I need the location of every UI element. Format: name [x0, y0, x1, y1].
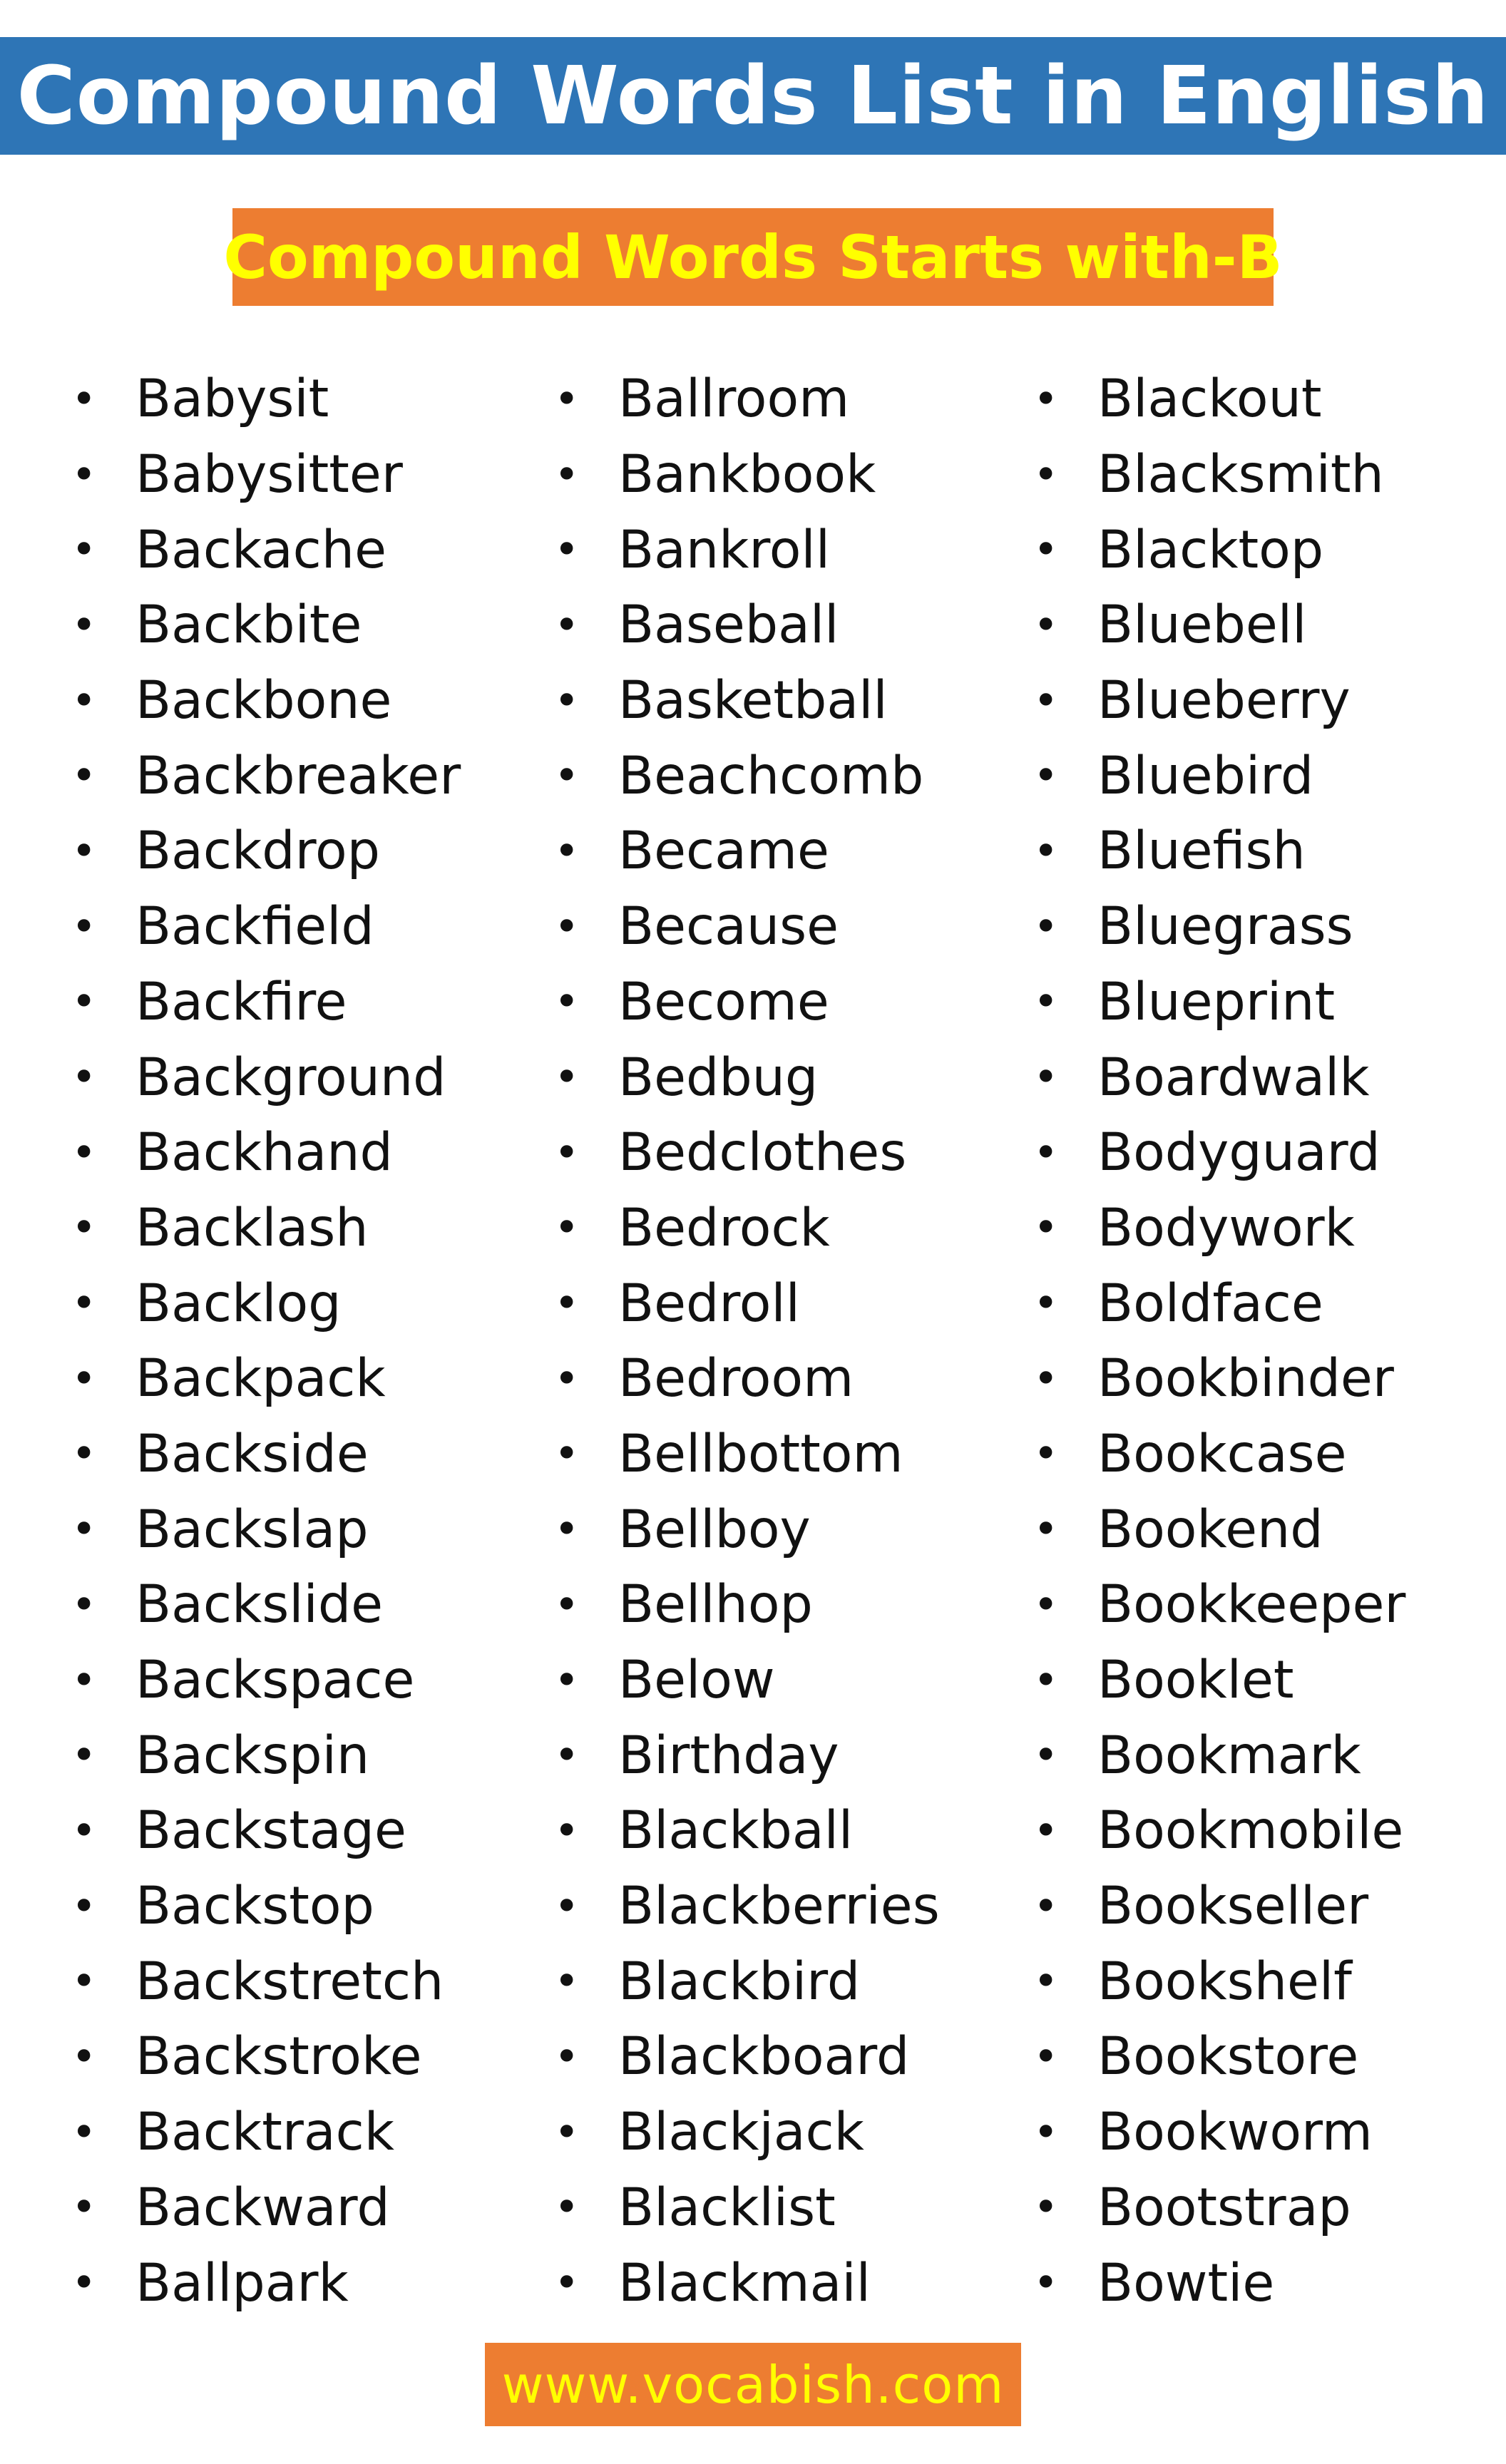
bullet-icon: •: [71, 1127, 97, 1178]
list-item: [554, 738, 940, 813]
bullet-icon: •: [1033, 374, 1059, 424]
bullet-icon: •: [71, 1655, 97, 1705]
word-text: Backlash: [135, 1197, 369, 1258]
page-title: Compound Words List in English: [16, 49, 1490, 143]
bullet-icon: •: [71, 1881, 97, 1931]
bullet-icon: •: [1033, 1579, 1059, 1630]
word-text: Basketball: [618, 670, 888, 732]
word-text: Backspace: [135, 1650, 415, 1711]
word-text: Bowtie: [1097, 2252, 1275, 2314]
word-text: Bootstrap: [1097, 2177, 1351, 2238]
bullet-icon: •: [1033, 675, 1059, 726]
bullet-icon: •: [1033, 901, 1059, 952]
bullet-icon: •: [1033, 1805, 1059, 1856]
word-text: Because: [618, 896, 839, 958]
word-text: Backslap: [135, 1499, 369, 1560]
list-item: [1033, 1643, 1405, 1718]
bullet-icon: •: [71, 449, 97, 500]
list-item: [71, 1944, 461, 2019]
word-text: Become: [618, 971, 829, 1032]
list-item: [71, 663, 461, 739]
list-item: [71, 1341, 461, 1417]
word-text: Bellhop: [618, 1574, 813, 1636]
bullet-icon: •: [554, 1052, 580, 1103]
title-banner: [0, 37, 1506, 155]
word-text: Bookkeeper: [1097, 1574, 1406, 1636]
word-text: Bodyguard: [1097, 1122, 1380, 1184]
word-text: Background: [135, 1047, 446, 1108]
list-item: [1033, 1115, 1405, 1191]
bullet-icon: •: [1033, 1655, 1059, 1705]
list-item: [554, 2170, 940, 2246]
bullet-icon: •: [71, 525, 97, 575]
bullet-icon: •: [71, 977, 97, 1027]
word-text: Bankbook: [618, 444, 876, 505]
word-text: Blackout: [1097, 369, 1322, 430]
list-item: [1033, 2245, 1405, 2321]
word-text: Backfire: [135, 971, 347, 1032]
word-text: Blacktop: [1097, 519, 1324, 580]
word-text: Bedbug: [618, 1047, 819, 1108]
bullet-icon: •: [554, 2031, 580, 2082]
word-text: Bookbinder: [1097, 1348, 1394, 1410]
word-text: Blackbird: [618, 1951, 861, 2012]
bullet-icon: •: [554, 1805, 580, 1856]
word-text: Backbreaker: [135, 745, 461, 806]
bullet-icon: •: [71, 1504, 97, 1555]
bullet-icon: •: [554, 1655, 580, 1705]
list-item: [554, 587, 940, 663]
word-text: Bedrock: [618, 1197, 830, 1258]
list-item: [71, 1492, 461, 1567]
bullet-icon: •: [554, 449, 580, 500]
bullet-icon: •: [71, 2107, 97, 2157]
bullet-icon: •: [71, 1429, 97, 1479]
bullet-icon: •: [1033, 1429, 1059, 1479]
word-text: Bluegrass: [1097, 896, 1353, 958]
bullet-icon: •: [554, 600, 580, 650]
word-text: Bellboy: [618, 1499, 811, 1560]
list-item: [1033, 1266, 1405, 1341]
list-item: [554, 1793, 940, 1869]
word-text: Booklet: [1097, 1650, 1294, 1711]
list-item: [1033, 1341, 1405, 1417]
list-item: [554, 2019, 940, 2095]
list-item: [71, 1191, 461, 1266]
word-text: Blackboard: [618, 2026, 910, 2088]
list-item: [554, 1040, 940, 1115]
word-text: Backfield: [135, 896, 374, 958]
list-item: [71, 1718, 461, 1793]
list-item: [1033, 361, 1405, 437]
bullet-icon: •: [71, 901, 97, 952]
list-item: [71, 1266, 461, 1341]
bullet-icon: •: [554, 1127, 580, 1178]
bullet-icon: •: [1033, 1956, 1059, 2007]
bullet-icon: •: [71, 1353, 97, 1404]
bullet-icon: •: [71, 675, 97, 726]
list-item: [1033, 738, 1405, 813]
list-item: [1033, 663, 1405, 739]
list-item: [1033, 2095, 1405, 2170]
word-text: Blackjack: [618, 2102, 864, 2163]
word-text: Bookshelf: [1097, 1951, 1352, 2012]
bullet-icon: •: [71, 826, 97, 876]
word-text: Ballroom: [618, 369, 850, 430]
website-url[interactable]: www.vocabish.com: [501, 2354, 1005, 2415]
list-item: [554, 1718, 940, 1793]
word-text: Blackberries: [618, 1876, 940, 1937]
list-item: [1033, 2019, 1405, 2095]
bullet-icon: •: [71, 1956, 97, 2007]
word-text: Birthday: [618, 1725, 839, 1786]
bullet-icon: •: [71, 600, 97, 650]
word-text: Blacklist: [618, 2177, 836, 2238]
word-text: Ballpark: [135, 2252, 349, 2314]
list-item: [1033, 437, 1405, 513]
word-text: Bookmark: [1097, 1725, 1361, 1786]
list-item: [1033, 813, 1405, 889]
word-text: Backslide: [135, 1574, 384, 1636]
bullet-icon: •: [1033, 1052, 1059, 1103]
word-text: Babysitter: [135, 444, 403, 505]
bullet-icon: •: [554, 751, 580, 801]
bullet-icon: •: [71, 1052, 97, 1103]
word-text: Backward: [135, 2177, 390, 2238]
website-banner: [485, 2343, 1021, 2426]
bullet-icon: •: [554, 1881, 580, 1931]
bullet-icon: •: [1033, 1730, 1059, 1781]
list-item: [554, 1944, 940, 2019]
word-column-3: [1033, 361, 1405, 2321]
list-item: [1033, 2170, 1405, 2246]
bullet-icon: •: [71, 1203, 97, 1253]
list-item: [554, 1191, 940, 1266]
list-item: [71, 2019, 461, 2095]
bullet-icon: •: [554, 1579, 580, 1630]
bullet-icon: •: [554, 675, 580, 726]
bullet-icon: •: [554, 826, 580, 876]
bullet-icon: •: [1033, 2258, 1059, 2309]
list-item: [71, 1417, 461, 1492]
bullet-icon: •: [554, 2107, 580, 2157]
list-item: [71, 2095, 461, 2170]
bullet-icon: •: [71, 751, 97, 801]
list-item: [554, 1869, 940, 1944]
list-item: [71, 512, 461, 587]
word-text: Backpack: [135, 1348, 386, 1410]
list-item: [554, 1115, 940, 1191]
bullet-icon: •: [71, 2258, 97, 2309]
bullet-icon: •: [71, 374, 97, 424]
word-column-2: [554, 361, 940, 2321]
word-text: Backhand: [135, 1122, 393, 1184]
word-text: Babysit: [135, 369, 329, 430]
bullet-icon: •: [554, 1203, 580, 1253]
list-item: [554, 1417, 940, 1492]
bullet-icon: •: [554, 901, 580, 952]
list-item: [71, 1643, 461, 1718]
list-item: [71, 437, 461, 513]
list-item: [71, 1567, 461, 1643]
word-text: Backdrop: [135, 821, 380, 882]
bullet-icon: •: [554, 2182, 580, 2233]
list-item: [71, 361, 461, 437]
word-text: Bluebell: [1097, 595, 1307, 656]
bullet-icon: •: [71, 1805, 97, 1856]
bullet-icon: •: [1033, 449, 1059, 500]
page-subtitle: Compound Words Starts with-B: [223, 222, 1283, 292]
list-item: [71, 2170, 461, 2246]
list-item: [554, 965, 940, 1040]
word-text: Bodywork: [1097, 1197, 1355, 1258]
word-text: Bookworm: [1097, 2102, 1373, 2163]
word-column-1: [71, 361, 461, 2321]
word-text: Backache: [135, 519, 386, 580]
bullet-icon: •: [554, 1429, 580, 1479]
word-text: Blueberry: [1097, 670, 1351, 732]
bullet-icon: •: [1033, 826, 1059, 876]
word-text: Backstroke: [135, 2026, 422, 2088]
bullet-icon: •: [1033, 2182, 1059, 2233]
bullet-icon: •: [554, 1956, 580, 2007]
list-item: [71, 1793, 461, 1869]
word-text: Bellbottom: [618, 1423, 903, 1484]
list-item: [554, 663, 940, 739]
word-text: Backside: [135, 1423, 369, 1484]
list-item: [71, 587, 461, 663]
word-text: Backbone: [135, 670, 392, 732]
list-item: [1033, 1191, 1405, 1266]
bullet-icon: •: [554, 2258, 580, 2309]
list-item: [1033, 1417, 1405, 1492]
list-item: [1033, 965, 1405, 1040]
list-item: [1033, 1567, 1405, 1643]
list-item: [1033, 1793, 1405, 1869]
list-item: [554, 1643, 940, 1718]
bullet-icon: •: [1033, 977, 1059, 1027]
list-item: [554, 889, 940, 965]
word-text: Bookend: [1097, 1499, 1323, 1560]
word-text: Bluebird: [1097, 745, 1314, 806]
word-text: Backtrack: [135, 2102, 395, 2163]
bullet-icon: •: [71, 2031, 97, 2082]
word-text: Backstop: [135, 1876, 374, 1937]
word-text: Backspin: [135, 1725, 370, 1786]
word-text: Bookseller: [1097, 1876, 1369, 1937]
word-text: Backbite: [135, 595, 362, 656]
word-text: Blackball: [618, 1800, 854, 1862]
word-text: Became: [618, 821, 829, 882]
list-item: [1033, 1944, 1405, 2019]
list-item: [554, 361, 940, 437]
word-text: Bedroll: [618, 1273, 800, 1334]
bullet-icon: •: [71, 1730, 97, 1781]
word-text: Backlog: [135, 1273, 342, 1334]
list-item: [1033, 889, 1405, 965]
bullet-icon: •: [1033, 1353, 1059, 1404]
word-text: Bookstore: [1097, 2026, 1359, 2088]
list-item: [554, 1341, 940, 1417]
list-item: [71, 1115, 461, 1191]
word-text: Blackmail: [618, 2252, 871, 2314]
word-text: Backstage: [135, 1800, 406, 1862]
bullet-icon: •: [554, 1730, 580, 1781]
subtitle-banner: [223, 208, 1283, 306]
word-text: Blueprint: [1097, 971, 1336, 1032]
bullet-icon: •: [1033, 1504, 1059, 1555]
word-text: Bookcase: [1097, 1423, 1347, 1484]
bullet-icon: •: [1033, 600, 1059, 650]
bullet-icon: •: [1033, 1881, 1059, 1931]
bullet-icon: •: [554, 525, 580, 575]
list-item: [1033, 587, 1405, 663]
list-item: [71, 738, 461, 813]
list-item: [1033, 512, 1405, 587]
word-text: Bedroom: [618, 1348, 854, 1410]
list-item: [554, 813, 940, 889]
list-item: [1033, 1718, 1405, 1793]
list-item: [71, 1869, 461, 1944]
bullet-icon: •: [1033, 1127, 1059, 1178]
list-item: [1033, 1869, 1405, 1944]
list-item: [71, 813, 461, 889]
bullet-icon: •: [1033, 2031, 1059, 2082]
list-item: [1033, 1492, 1405, 1567]
list-item: [71, 2245, 461, 2321]
list-item: [554, 1266, 940, 1341]
list-item: [1033, 1040, 1405, 1115]
bullet-icon: •: [1033, 1278, 1059, 1329]
list-item: [71, 1040, 461, 1115]
list-item: [554, 1492, 940, 1567]
bullet-icon: •: [71, 2182, 97, 2233]
list-item: [71, 965, 461, 1040]
word-text: Below: [618, 1650, 775, 1711]
word-text: Bookmobile: [1097, 1800, 1404, 1862]
bullet-icon: •: [554, 1278, 580, 1329]
list-item: [554, 2095, 940, 2170]
word-text: Baseball: [618, 595, 839, 656]
list-item: [554, 512, 940, 587]
word-text: Bluefish: [1097, 821, 1306, 882]
bullet-icon: •: [554, 977, 580, 1027]
word-text: Blacksmith: [1097, 444, 1384, 505]
bullet-icon: •: [554, 1504, 580, 1555]
bullet-icon: •: [71, 1579, 97, 1630]
word-text: Boldface: [1097, 1273, 1323, 1334]
bullet-icon: •: [1033, 751, 1059, 801]
word-text: Boardwalk: [1097, 1047, 1370, 1108]
word-text: Backstretch: [135, 1951, 444, 2012]
list-item: [71, 889, 461, 965]
word-text: Beachcomb: [618, 745, 924, 806]
list-item: [554, 2245, 940, 2321]
bullet-icon: •: [1033, 525, 1059, 575]
bullet-icon: •: [1033, 2107, 1059, 2157]
list-item: [554, 1567, 940, 1643]
bullet-icon: •: [71, 1278, 97, 1329]
bullet-icon: •: [554, 1353, 580, 1404]
word-text: Bankroll: [618, 519, 830, 580]
word-text: Bedclothes: [618, 1122, 907, 1184]
bullet-icon: •: [1033, 1203, 1059, 1253]
bullet-icon: •: [554, 374, 580, 424]
list-item: [554, 437, 940, 513]
